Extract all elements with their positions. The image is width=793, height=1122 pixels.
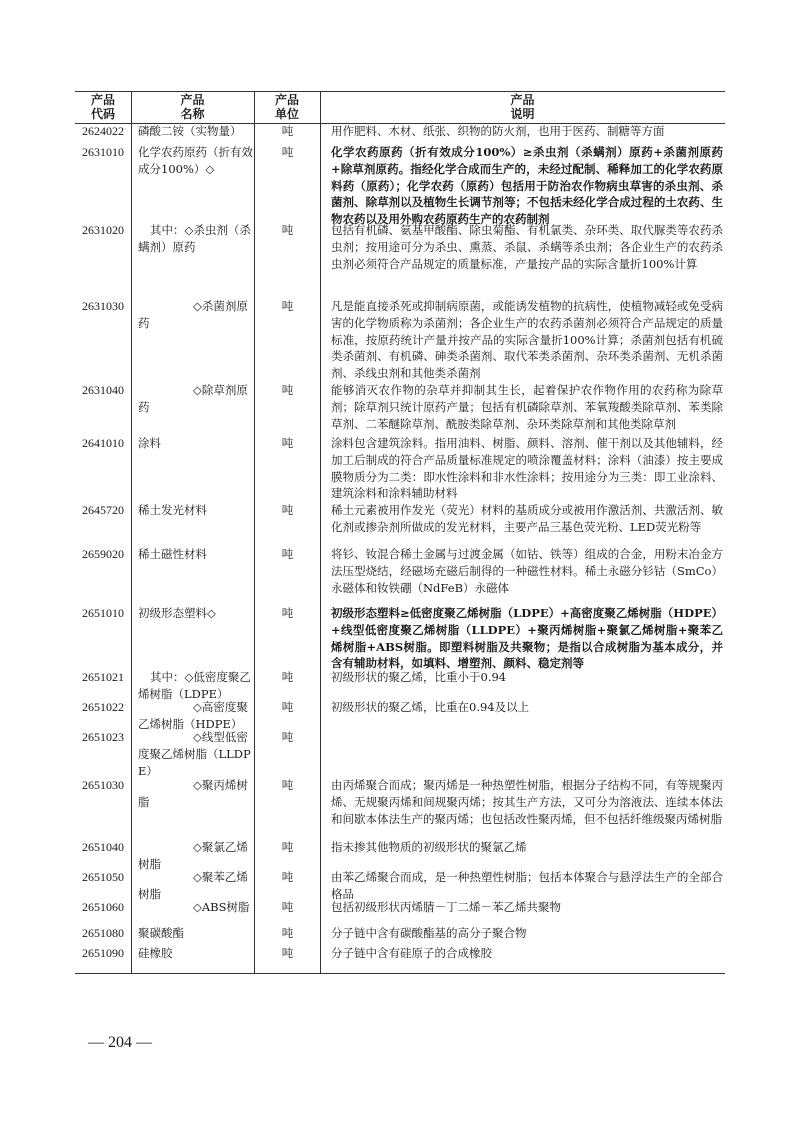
product-code: 2659020	[82, 547, 124, 561]
header-code	[75, 93, 131, 121]
product-code: 2624022	[82, 124, 124, 138]
product-code: 2651023	[82, 730, 124, 744]
product-unit: 吨	[281, 503, 294, 517]
header-desc-line2: 说明	[510, 107, 535, 121]
product-unit: 吨	[281, 900, 294, 914]
product-name: 化学农药原药（折有效成分100%）◇	[138, 145, 253, 176]
product-unit: 吨	[281, 223, 294, 237]
header-code-line1: 产品	[90, 93, 115, 107]
product-table	[75, 91, 725, 974]
product-desc: 用作肥料、木材、纸张、织物的防火剂，也用于医药、制糖等方面	[331, 124, 665, 138]
product-code: 2651022	[82, 700, 124, 714]
product-desc: 包括有机磷、氨基甲酸酯、除虫菊酯、有机氯类、杂环类、取代脲类等农药杀虫剂；按用途可分为杀虫、熏蒸、杀鼠、杀螨等杀虫剂；各企业生产的农药杀虫剂必须符合产品规定的质量标准，产量按产品的实际含量折100%计算	[331, 223, 723, 271]
product-name: 稀土磁性材料	[138, 547, 207, 561]
product-code: 2631010	[82, 145, 124, 159]
product-code: 2651040	[82, 840, 124, 854]
product-unit: 吨	[281, 926, 294, 940]
header-desc	[320, 93, 725, 121]
header-name-line1: 产品	[180, 93, 205, 107]
product-unit: 吨	[281, 946, 294, 960]
product-desc: 稀土元素被用作发光（荧光）材料的基质成分或被用作激活剂、共激活剂、敏化剂或掺杂剂所做成的发光材料，主要产品三基色荧光粉、LED荧光粉等	[331, 503, 723, 534]
product-desc: 分子链中含有硅原子的合成橡胶	[331, 946, 492, 960]
product-unit: 吨	[281, 870, 294, 884]
product-name: 其中：◇低密度聚乙烯树脂（LDPE）	[138, 670, 251, 701]
product-code: 2651010	[82, 606, 124, 620]
product-unit: 吨	[281, 547, 294, 561]
product-desc: 初级形态塑料≥低密度聚乙烯树脂（LDPE）+高密度聚乙烯树脂（HDPE）+线型低密度聚乙烯树脂（LLDPE）+聚丙烯树脂+聚氯乙烯树脂+聚苯乙烯树脂+ABS树脂。即塑料树脂及共聚物；是指以合成树脂为基本成分，并含有辅助材料，如填料、增塑剂、颜料、稳定剂等	[331, 606, 723, 671]
product-code: 2651030	[82, 778, 124, 792]
product-code: 2641010	[82, 436, 124, 450]
product-name: ◇聚丙烯树脂	[138, 778, 248, 809]
product-desc: 包括初级形状丙烯腈－丁二烯－苯乙烯共聚物	[331, 900, 561, 914]
column-divider	[131, 92, 132, 973]
product-unit: 吨	[281, 145, 294, 159]
product-name: ◇ABS树脂	[193, 900, 250, 914]
product-desc: 指未掺其他物质的初级形状的聚氯乙烯	[331, 840, 527, 854]
product-desc: 化学农药原药（折有效成分100%）≥杀虫剂（杀螨剂）原药+杀菌剂原药+除草剂原药。指经化学合成而生产的，未经过配制、稀释加工的化学农药原料药（原药）；化学农药（原药）包括用于防治农作物病虫草害的杀虫剂、杀菌剂、除草剂以及植物生长调节剂等；不包括未经化学合成过程的土农药、生物农药以及用外购农药原药生产的农药制剂	[331, 145, 723, 227]
product-code: 2651050	[82, 870, 124, 884]
product-desc: 凡是能直接杀死或抑制病原菌，或能诱发植物的抗病性，使植物减轻或免受病害的化学物质称为杀菌剂；各企业生产的农药杀菌剂必须符合产品规定的质量标准，按原药统计产量并按产品的实际含量折100%计算；杀菌剂包括有机硫类杀菌剂、有机磷、砷类杀菌剂、取代苯类杀菌剂、杂环类杀菌剂、无机杀菌剂、杀线虫剂和其他类杀菌剂	[331, 299, 723, 381]
product-unit: 吨	[281, 436, 294, 450]
product-name: ◇聚氯乙烯树脂	[138, 840, 248, 871]
product-name: 涂料	[138, 436, 161, 450]
product-desc: 能够消灭农作物的杂草并抑制其生长，起着保护农作物作用的农药称为除草剂；除草剂只统计原药产量；包括有机磷除草剂、苯氧羧酸类除草剂、苯类除草剂、二苯醚除草剂、酰胺类除草剂、杂环类除草剂和其他类除草剂	[331, 383, 723, 431]
product-desc: 涂料包含建筑涂料。指用油料、树脂、颜料、溶剂、催干剂以及其他辅料，经加工后制成的符合产品质量标准规定的喷涂覆盖材料；涂料（油漆）按主要成膜物质分为二类：即水性涂料和非水性涂料；按用途分为三类：即工业涂料、建筑涂料和涂料辅助材料	[331, 436, 723, 501]
header-unit	[254, 93, 320, 121]
header-code-line2: 代码	[90, 107, 115, 121]
product-code: 2651060	[82, 900, 124, 914]
product-code: 2631040	[82, 383, 124, 397]
product-name: ◇杀菌剂原药	[138, 299, 248, 330]
product-unit: 吨	[281, 383, 294, 397]
product-desc: 将钐、钕混合稀土金属与过渡金属（如钴、铁等）组成的合金，用粉末冶金方法压型烧结，经磁场充磁后制得的一种磁性材料。稀土永磁分钐钴（SmCo）永磁体和钕铁硼（NdFeB）永磁体	[331, 547, 723, 595]
product-code: 2631030	[82, 299, 124, 313]
product-unit: 吨	[281, 730, 294, 744]
page-number: — 204 —	[88, 1034, 152, 1051]
product-name: ◇线型低密度聚乙烯树脂（LLDPE）	[138, 730, 251, 778]
product-unit: 吨	[281, 670, 294, 684]
product-unit: 吨	[281, 606, 294, 620]
product-desc: 由丙烯聚合而成；聚丙烯是一种热塑性树脂，根据分子结构不同，有等规聚丙烯、无规聚丙烯和间规聚丙烯；按其生产方法，又可分为溶液法、连续本体法和间歇本体法生产的聚丙烯；也包括改性聚丙烯，但不包括纤维级聚丙烯树脂	[331, 778, 723, 826]
product-name: 稀土发光材料	[138, 503, 207, 517]
product-code: 2645720	[82, 503, 124, 517]
product-name: ◇除草剂原药	[138, 383, 248, 414]
product-unit: 吨	[281, 840, 294, 854]
header-unit-line2: 单位	[274, 107, 299, 121]
product-name: 硅橡胶	[138, 946, 173, 960]
product-code: 2651080	[82, 926, 124, 940]
product-code: 2651090	[82, 946, 124, 960]
product-name: 聚碳酸酯	[138, 926, 184, 940]
product-name: 磷酸二铵（实物量）	[138, 124, 242, 138]
header-desc-line1: 产品	[510, 93, 535, 107]
product-desc: 初级形状的聚乙烯，比重小于0.94	[331, 670, 507, 684]
product-unit: 吨	[281, 124, 294, 138]
product-name: 初级形态塑料◇	[138, 606, 216, 620]
product-name: ◇聚苯乙烯树脂	[138, 870, 248, 901]
product-desc: 由苯乙烯聚合而成，是一种热塑性树脂；包括本体聚合与悬浮法生产的全部合格品	[331, 870, 723, 901]
product-code: 2651021	[82, 670, 124, 684]
product-desc: 初级形状的聚乙烯，比重在0.94及以上	[331, 700, 530, 714]
product-unit: 吨	[281, 778, 294, 792]
product-name: 其中：◇杀虫剂（杀螨剂）原药	[138, 223, 251, 254]
product-name: ◇高密度聚乙烯树脂（HDPE）	[138, 700, 248, 731]
column-divider	[320, 92, 321, 973]
header-name	[131, 93, 254, 121]
product-desc: 分子链中含有碳酸酯基的高分子聚合物	[331, 926, 527, 940]
product-code: 2631020	[82, 223, 124, 237]
product-unit: 吨	[281, 700, 294, 714]
product-unit: 吨	[281, 299, 294, 313]
header-unit-line1: 产品	[274, 93, 299, 107]
header-name-line2: 名称	[180, 107, 205, 121]
